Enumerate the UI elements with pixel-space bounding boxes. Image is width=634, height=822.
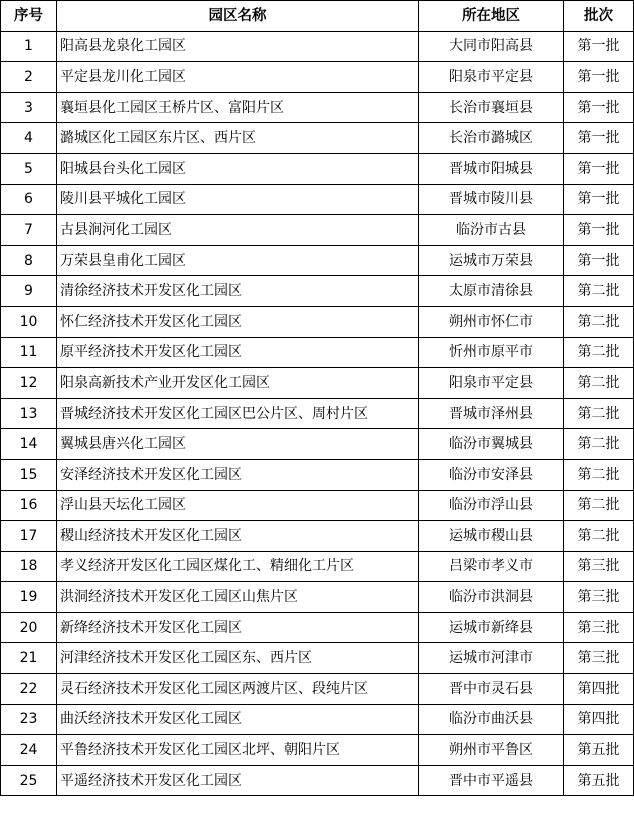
cell-batch: 第五批 <box>564 735 634 766</box>
cell-batch: 第二批 <box>564 521 634 552</box>
cell-no: 18 <box>1 551 57 582</box>
cell-region: 大同市阳高县 <box>419 31 564 62</box>
cell-park-name: 阳高县龙泉化工园区 <box>57 31 419 62</box>
cell-batch: 第二批 <box>564 337 634 368</box>
table-row <box>1 521 634 552</box>
header-batch: 批次 <box>564 1 634 32</box>
cell-no: 22 <box>1 674 57 705</box>
cell-batch: 第一批 <box>564 184 634 215</box>
cell-no: 16 <box>1 490 57 521</box>
table-header <box>1 1 634 32</box>
table-row <box>1 459 634 490</box>
cell-region: 吕梁市孝义市 <box>419 551 564 582</box>
table-row <box>1 306 634 337</box>
cell-region: 运城市河津市 <box>419 643 564 674</box>
table-row <box>1 704 634 735</box>
header-no: 序号 <box>1 1 57 32</box>
cell-park-name: 古县涧河化工园区 <box>57 215 419 246</box>
cell-park-name: 曲沃经济技术开发区化工园区 <box>57 704 419 735</box>
cell-no: 24 <box>1 735 57 766</box>
table-row <box>1 184 634 215</box>
cell-park-name: 晋城经济技术开发区化工园区巴公片区、周村片区 <box>57 398 419 429</box>
cell-batch: 第一批 <box>564 123 634 154</box>
table-body <box>1 31 634 796</box>
cell-park-name: 平遥经济技术开发区化工园区 <box>57 765 419 796</box>
cell-no: 23 <box>1 704 57 735</box>
cell-park-name: 新绛经济技术开发区化工园区 <box>57 612 419 643</box>
cell-batch: 第五批 <box>564 765 634 796</box>
cell-batch: 第一批 <box>564 92 634 123</box>
cell-no: 11 <box>1 337 57 368</box>
cell-region: 阳泉市平定县 <box>419 368 564 399</box>
cell-park-name: 浮山县天坛化工园区 <box>57 490 419 521</box>
cell-no: 5 <box>1 153 57 184</box>
cell-no: 2 <box>1 62 57 93</box>
cell-batch: 第四批 <box>564 674 634 705</box>
cell-no: 4 <box>1 123 57 154</box>
cell-batch: 第一批 <box>564 153 634 184</box>
cell-region: 太原市清徐县 <box>419 276 564 307</box>
cell-region: 临汾市安泽县 <box>419 459 564 490</box>
cell-park-name: 阳城县台头化工园区 <box>57 153 419 184</box>
table-row <box>1 215 634 246</box>
cell-batch: 第二批 <box>564 429 634 460</box>
cell-no: 10 <box>1 306 57 337</box>
cell-batch: 第四批 <box>564 704 634 735</box>
cell-region: 晋城市泽州县 <box>419 398 564 429</box>
cell-region: 运城市新绛县 <box>419 612 564 643</box>
cell-region: 晋中市平遥县 <box>419 765 564 796</box>
cell-no: 21 <box>1 643 57 674</box>
cell-no: 6 <box>1 184 57 215</box>
table-row <box>1 368 634 399</box>
table-row <box>1 398 634 429</box>
cell-no: 8 <box>1 245 57 276</box>
table-row <box>1 153 634 184</box>
table-row <box>1 735 634 766</box>
cell-no: 25 <box>1 765 57 796</box>
cell-batch: 第二批 <box>564 306 634 337</box>
cell-batch: 第三批 <box>564 551 634 582</box>
cell-park-name: 翼城县唐兴化工园区 <box>57 429 419 460</box>
cell-park-name: 万荣县皇甫化工园区 <box>57 245 419 276</box>
cell-park-name: 原平经济技术开发区化工园区 <box>57 337 419 368</box>
cell-no: 20 <box>1 612 57 643</box>
table-row <box>1 92 634 123</box>
table-row <box>1 612 634 643</box>
cell-park-name: 陵川县平城化工园区 <box>57 184 419 215</box>
cell-batch: 第三批 <box>564 612 634 643</box>
cell-region: 朔州市平鲁区 <box>419 735 564 766</box>
cell-region: 临汾市浮山县 <box>419 490 564 521</box>
cell-region: 晋中市灵石县 <box>419 674 564 705</box>
table-row <box>1 582 634 613</box>
table-row <box>1 337 634 368</box>
table-row <box>1 62 634 93</box>
cell-region: 朔州市怀仁市 <box>419 306 564 337</box>
table-row <box>1 276 634 307</box>
cell-park-name: 平鲁经济技术开发区化工园区北坪、朝阳片区 <box>57 735 419 766</box>
cell-park-name: 潞城区化工园区东片区、西片区 <box>57 123 419 154</box>
cell-region: 长治市襄垣县 <box>419 92 564 123</box>
cell-park-name: 襄垣县化工园区王桥片区、富阳片区 <box>57 92 419 123</box>
table-row <box>1 123 634 154</box>
cell-park-name: 孝义经济开发区化工园区煤化工、精细化工片区 <box>57 551 419 582</box>
cell-park-name: 平定县龙川化工园区 <box>57 62 419 93</box>
cell-region: 运城市稷山县 <box>419 521 564 552</box>
cell-batch: 第一批 <box>564 215 634 246</box>
table-row <box>1 643 634 674</box>
cell-region: 忻州市原平市 <box>419 337 564 368</box>
cell-batch: 第三批 <box>564 582 634 613</box>
cell-no: 14 <box>1 429 57 460</box>
cell-park-name: 灵石经济技术开发区化工园区两渡片区、段纯片区 <box>57 674 419 705</box>
cell-no: 3 <box>1 92 57 123</box>
cell-batch: 第二批 <box>564 276 634 307</box>
cell-park-name: 怀仁经济技术开发区化工园区 <box>57 306 419 337</box>
cell-no: 15 <box>1 459 57 490</box>
cell-no: 9 <box>1 276 57 307</box>
cell-batch: 第三批 <box>564 643 634 674</box>
cell-region: 临汾市翼城县 <box>419 429 564 460</box>
table-row <box>1 429 634 460</box>
cell-batch: 第一批 <box>564 31 634 62</box>
table-row <box>1 765 634 796</box>
cell-region: 长治市潞城区 <box>419 123 564 154</box>
cell-park-name: 洪洞经济技术开发区化工园区山焦片区 <box>57 582 419 613</box>
cell-no: 17 <box>1 521 57 552</box>
cell-no: 13 <box>1 398 57 429</box>
cell-no: 7 <box>1 215 57 246</box>
table-row <box>1 674 634 705</box>
header-name: 园区名称 <box>57 1 419 32</box>
cell-region: 临汾市洪洞县 <box>419 582 564 613</box>
cell-no: 1 <box>1 31 57 62</box>
cell-region: 临汾市曲沃县 <box>419 704 564 735</box>
cell-region: 运城市万荣县 <box>419 245 564 276</box>
cell-region: 晋城市陵川县 <box>419 184 564 215</box>
cell-park-name: 清徐经济技术开发区化工园区 <box>57 276 419 307</box>
cell-region: 阳泉市平定县 <box>419 62 564 93</box>
table-row <box>1 490 634 521</box>
cell-batch: 第二批 <box>564 368 634 399</box>
cell-batch: 第二批 <box>564 490 634 521</box>
table-row <box>1 245 634 276</box>
cell-no: 12 <box>1 368 57 399</box>
cell-batch: 第二批 <box>564 398 634 429</box>
cell-no: 19 <box>1 582 57 613</box>
cell-park-name: 安泽经济技术开发区化工园区 <box>57 459 419 490</box>
cell-batch: 第一批 <box>564 62 634 93</box>
header-region: 所在地区 <box>419 1 564 32</box>
header-row <box>1 1 634 32</box>
table-row <box>1 31 634 62</box>
cell-batch: 第一批 <box>564 245 634 276</box>
cell-batch: 第二批 <box>564 459 634 490</box>
cell-region: 晋城市阳城县 <box>419 153 564 184</box>
cell-park-name: 河津经济技术开发区化工园区东、西片区 <box>57 643 419 674</box>
table-row <box>1 551 634 582</box>
cell-park-name: 阳泉高新技术产业开发区化工园区 <box>57 368 419 399</box>
cell-region: 临汾市古县 <box>419 215 564 246</box>
cell-park-name: 稷山经济技术开发区化工园区 <box>57 521 419 552</box>
